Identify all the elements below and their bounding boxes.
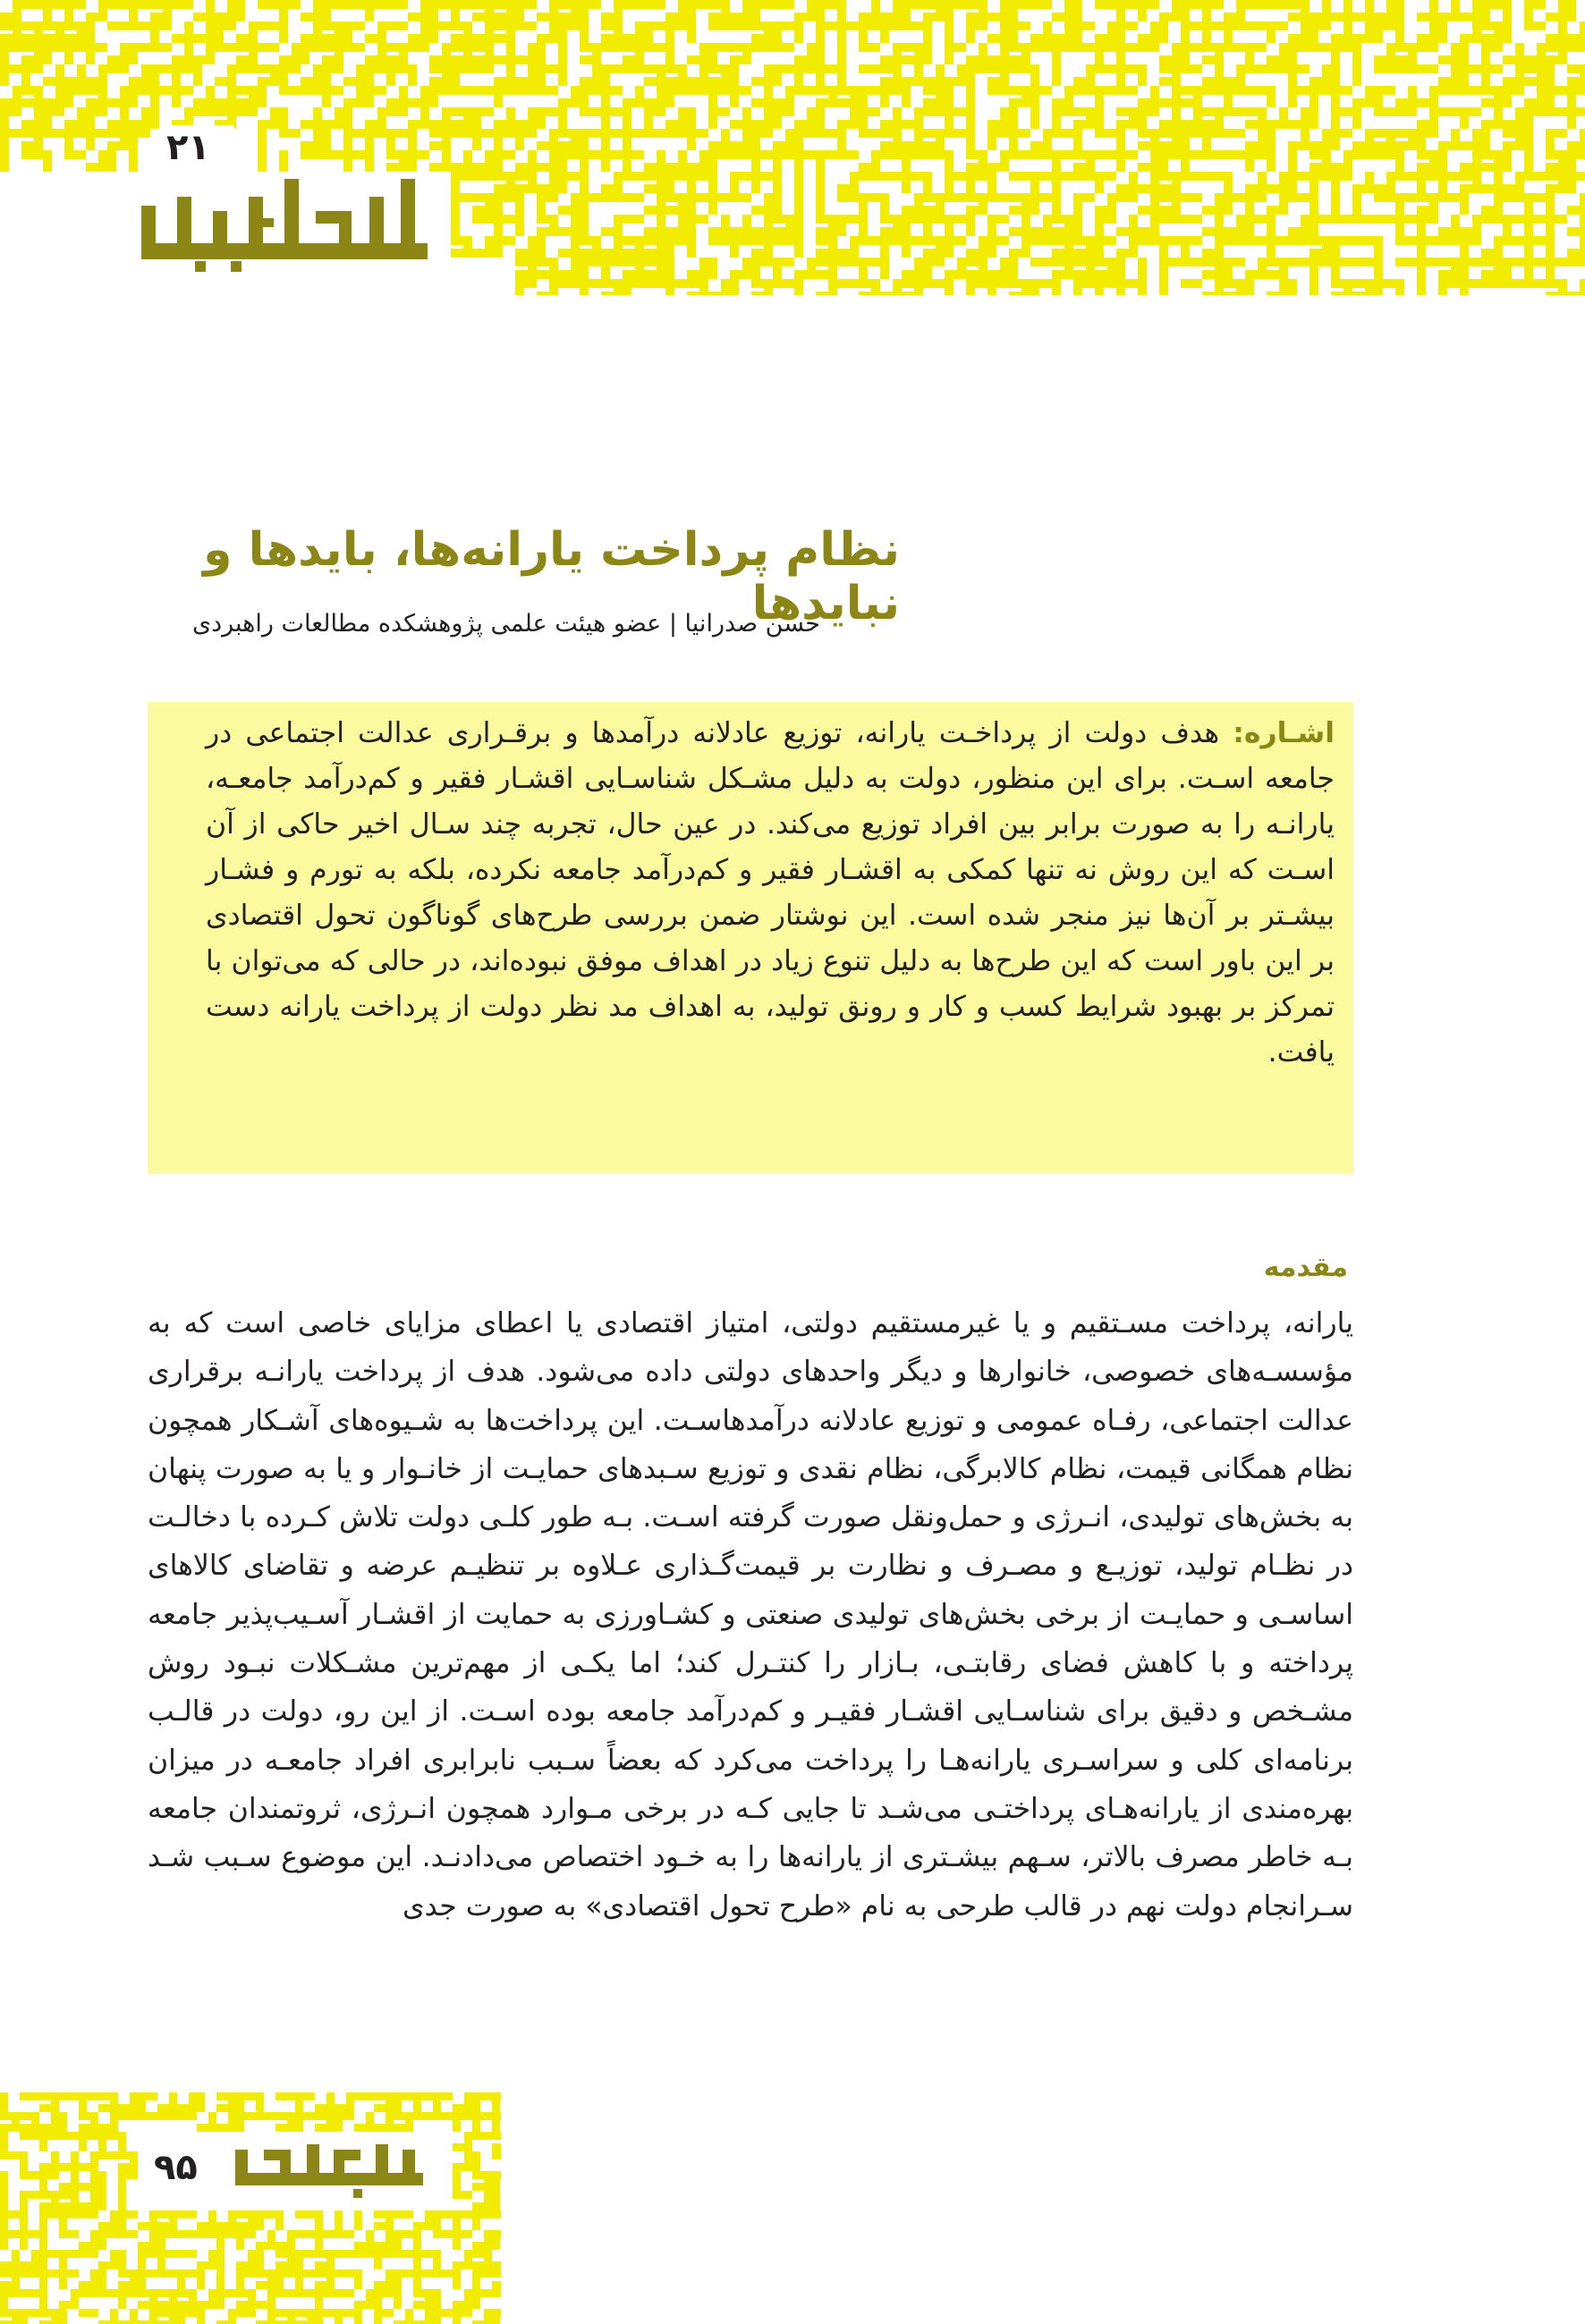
abstract-body: هدف دولت از پرداخـت یارانه، توزیع عادلانه درآمدها و برقـراری عدالت اجتماعی در جامعه اسـت. برای این منظور، دولت به دلیل مشـکل شناسـایی اقشـار فقیر و کم‌درآمد جامعـه، یارانـه را به صورت برابر بین افراد توزیع می‌کند. در عین حال، تجربه چند سـال اخیر حاکی از آن اسـت که این روش نه تنها کمکی به اقشـار فقیر و کم‌درآمد جامعه نکرده، بلکه به تورم و فشـار بیشـتر بر آن‌ها نیز منجر شده است. این نوشتار ضمن بررسی طرح‌های گوناگون تحول اقتصادی بر این باور است که این طرح‌ها به دلیل تنوع زیاد در اهداف موفق نبوده‌اند، در حالی که می‌توان با تمرکز بر بهبود شرایط کسب و کار و رونق تولید، به اهداف مد نظر دولت از پرداخت یارانه دست یافت. xyxy=(206,717,1335,1069)
magazine-name-logo xyxy=(228,2137,429,2200)
bottom-kufic-pattern xyxy=(0,2092,501,2324)
page-number: ۹۵ xyxy=(150,2139,227,2196)
section-name-logo xyxy=(141,179,428,277)
abstract-label: اشـاره: xyxy=(1233,717,1335,749)
article-byline: حسن صدرانیا | عضو هیئت علمی پژوهشکده مطالعات راهبردی xyxy=(191,610,820,638)
abstract xyxy=(206,711,1335,1076)
section-number: ۲۱ xyxy=(161,125,234,182)
article-title: نظام پرداخت یارانه‌ها، بایدها و نبایدها xyxy=(203,523,900,630)
intro-body: یارانه، پرداخت مسـتقیم و یا غیرمستقیم دولتی، امتیاز اقتصادی یا اعطای مزایای خاصی است که به مؤسسـه‌های خصوصی، خانوارها و دیگر واحدهای دولتی داده می‌شود. هدف از پرداخت یارانـه برقراری عدالت اجتماعی، رفـاه عمومی و توزیع عادلانه درآمدهاسـت. این پرداخت‌ها به شـیوه‌های آشـکار همچون نظام همگانی قیمت، نظام کالابرگی، نظام نقدی و توزیع سـبدهای حمایـت از خانـوار و یا به صورت پنهان به بخش‌های تولیدی، انـرژی و حمل‌ونقل صورت گرفته اسـت. بـه طور کلـی دولت تلاش کـرده با دخالـت در نظـام تولید، توزیـع و مصـرف و نظارت بر قیمت‌گـذاری عـلاوه بر تنظیـم عرضه و تقاضای کالاهای اساسـی و حمایـت از برخی بخش‌های تولیدی صنعتی و کشـاورزی به حمایت از اقشـار آسـیب‌پذیر جامعه پرداخته و با کاهش فضای رقابتـی، بـازار را کنتـرل کند؛ اما یکـی از مهم‌ترین مشـکلات نبـود روش مشـخص و دقیق برای شناسـایی اقشـار فقیـر و کم‌درآمد جامعه بوده اسـت. از این رو، دولت در قالـب برنامه‌ای کلی و سراسـری یارانه‌هـا را پرداخت می‌کرد که بعضاً سـبب نابرابری افراد جامعـه در میزان بهره‌مندی از یارانه‌هـای پرداختـی می‌شـد تا جایی کـه در برخی مـوارد همچون انـرژی، ثروتمندان جامعه بـه خاطر مصرف بالاتر، سـهم بیشـتری از یارانه‌ها را به خـود اختصاص می‌دادنـد. این موضوع سـبب شـد سـرانجام دولت نهم در قالب طرحی به نام «طرح تحول اقتصادی» به صورت جدی xyxy=(148,1307,1353,1923)
intro-heading: مقدمه xyxy=(1263,1252,1348,1283)
